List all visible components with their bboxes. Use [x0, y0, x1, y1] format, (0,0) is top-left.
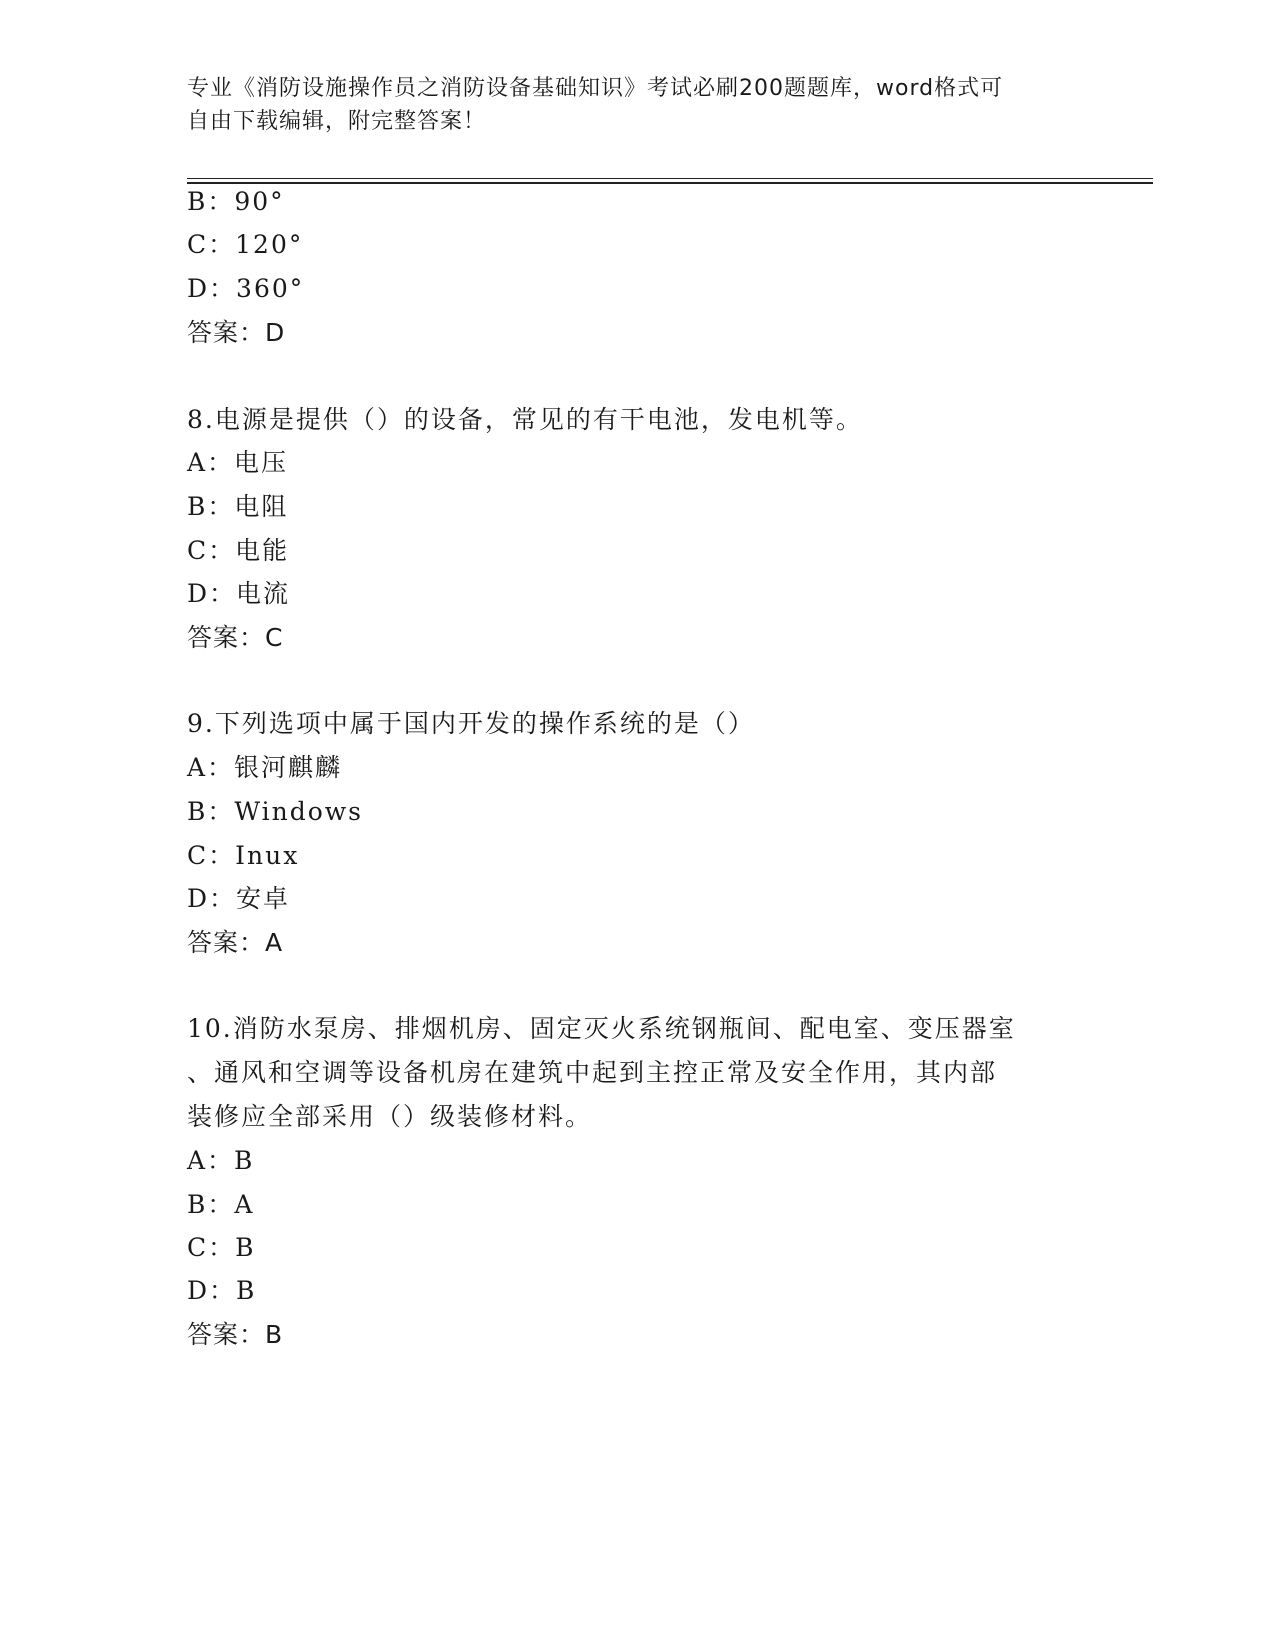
q10-stem-line-2: 、通风和空调等设备机房在建筑中起到主控正常及安全作用，其内部	[187, 1058, 998, 1087]
q9-option-b: B：Windows	[187, 797, 364, 826]
q10-option-b: B：A	[187, 1190, 255, 1219]
q10-option-a: A：B	[187, 1146, 255, 1175]
header-divider-thin	[187, 178, 1153, 179]
q10-option-c: C：B	[187, 1233, 256, 1262]
q9-option-c: C：Inux	[187, 841, 300, 870]
prev-answer: 答案：D	[187, 318, 286, 347]
q8-stem: 8.电源是提供（）的设备，常见的有干电池，发电机等。	[187, 405, 863, 434]
header-line-1: 专业《消防设施操作员之消防设备基础知识》考试必刷200题题库，word格式可	[187, 76, 1004, 101]
q8-option-c: C：电能	[187, 536, 290, 565]
header-divider-thick	[187, 182, 1153, 184]
q8-option-d: D：电流	[187, 579, 291, 608]
q9-stem: 9.下列选项中属于国内开发的操作系统的是（）	[187, 709, 755, 738]
q9-option-d: D：安卓	[187, 884, 291, 913]
header-line-2: 自由下载编辑，附完整答案！	[187, 109, 487, 134]
q10-answer: 答案：B	[187, 1320, 284, 1349]
q8-option-b: B：电阻	[187, 492, 289, 521]
prev-option-b: B：90°	[187, 187, 285, 216]
q8-answer: 答案：C	[187, 623, 284, 652]
document-header	[187, 72, 1067, 138]
prev-option-c: C：120°	[187, 230, 304, 259]
q10-option-d: D：B	[187, 1276, 257, 1305]
q8-option-a: A：电压	[187, 448, 289, 477]
q9-option-a: A：银河麒麟	[187, 753, 343, 782]
prev-option-d: D：360°	[187, 274, 305, 303]
q10-stem-line-1: 10.消防水泵房、排烟机房、固定灭火系统钢瓶间、配电室、变压器室	[187, 1014, 1016, 1043]
q10-stem-line-3: 装修应全部采用（）级装修材料。	[187, 1102, 593, 1131]
q9-answer: 答案：A	[187, 928, 284, 957]
